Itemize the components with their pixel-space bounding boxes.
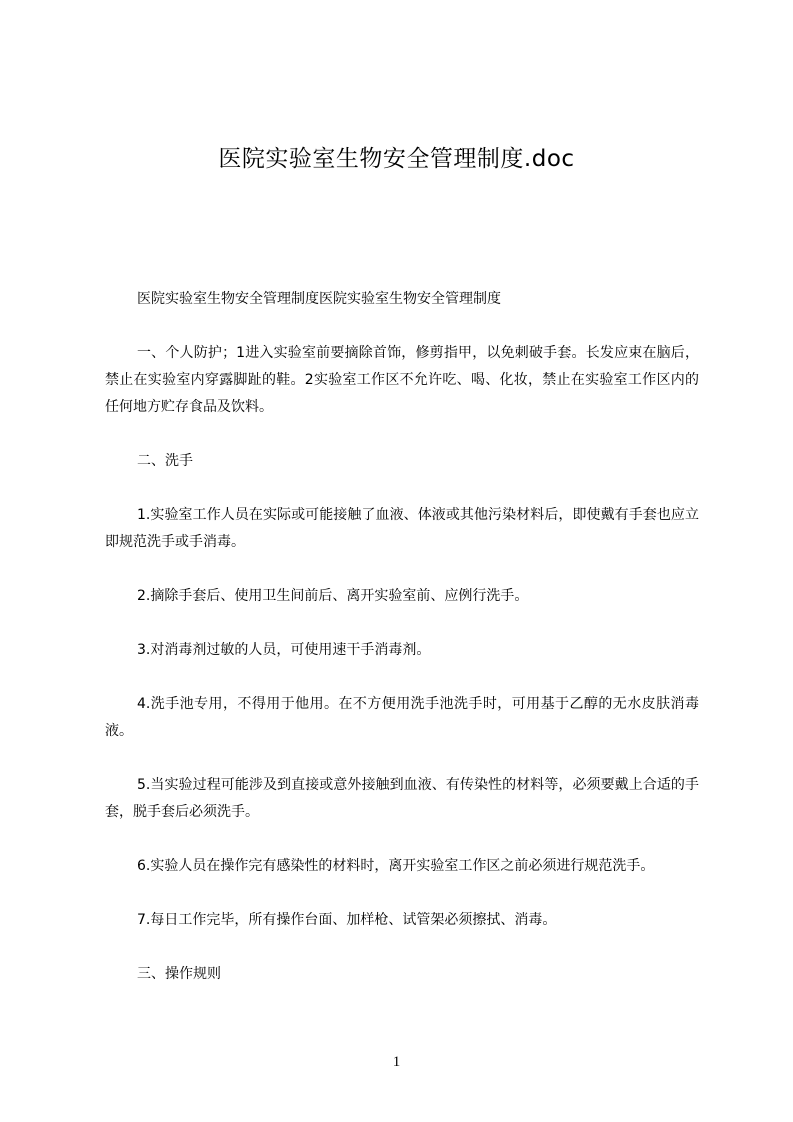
paragraph: 医院实验室生物安全管理制度医院实验室生物安全管理制度 xyxy=(137,291,501,307)
paragraph: 3.对消毒剂过敏的人员，可使用速干手消毒剂。 xyxy=(137,642,431,658)
paragraph: 4.洗手池专用，不得用于他用。在不方便用洗手池洗手时，可用基于乙醇的无水皮肤消毒液。 xyxy=(105,696,699,739)
paragraph: 1.实验室工作人员在实际或可能接触了血液、体液或其他污染材料后，即使戴有手套也应立即规范洗手或手消毒。 xyxy=(105,507,699,550)
document-body xyxy=(105,286,699,988)
paragraph: 7.每日工作完毕，所有操作台面、加样枪、试管架必须擦拭、消毒。 xyxy=(137,912,557,928)
document-title: 医院实验室生物安全管理制度.doc xyxy=(218,146,575,172)
paragraph: 一、个人防护；1进入实验室前要摘除首饰，修剪指甲，以免刺破手套。长发应束在脑后，禁止在实验室内穿露脚趾的鞋。2实验室工作区不允许吃、喝、化妆，禁止在实验室工作区内的任何地方贮存食品及饮料。 xyxy=(105,345,699,415)
paragraph: 二、洗手 xyxy=(137,453,193,469)
page-number: 1 xyxy=(392,1054,401,1070)
paragraph: 6.实验人员在操作完有感染性的材料时，离开实验室工作区之前必须进行规范洗手。 xyxy=(137,858,655,874)
paragraph: 5.当实验过程可能涉及到直接或意外接触到血液、有传染性的材料等，必须要戴上合适的手套，脱手套后必须洗手。 xyxy=(105,777,699,820)
paragraph: 三、操作规则 xyxy=(137,966,221,982)
paragraph: 2.摘除手套后、使用卫生间前后、离开实验室前、应例行洗手。 xyxy=(137,588,529,604)
